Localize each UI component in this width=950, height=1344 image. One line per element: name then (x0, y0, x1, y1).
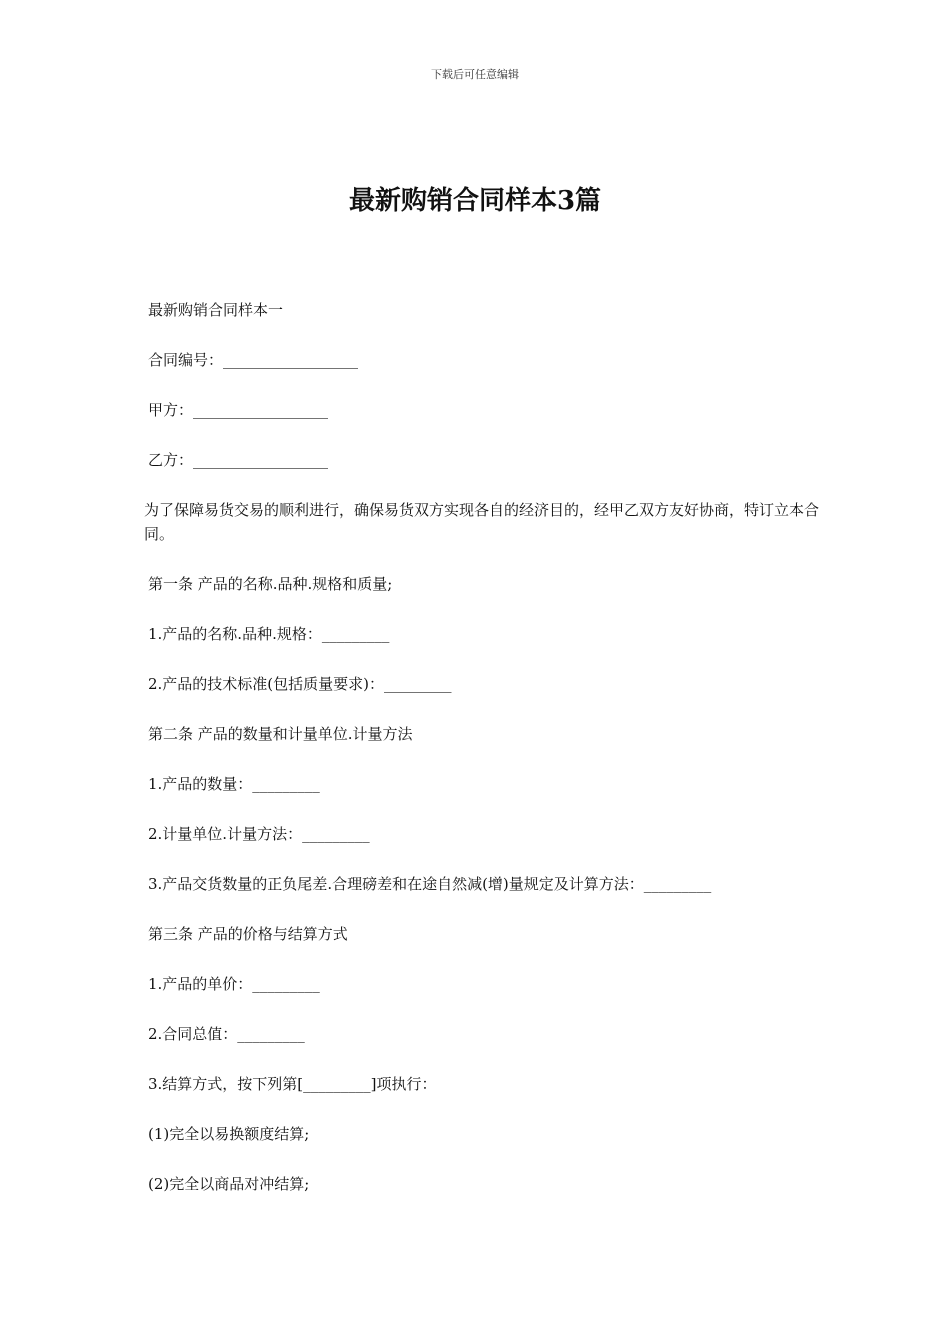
document-title: 最新购销合同样本3篇 (348, 186, 602, 216)
page-header-note: 下载后可任意编辑 (431, 68, 519, 81)
preamble-paragraph: 为了保障易货交易的顺利进行，确保易货双方实现各自的经济目的，经甲乙双方友好协商，特订立本合同。 (144, 501, 820, 543)
settlement-option-2: (2)完全以商品对冲结算; (148, 1175, 310, 1193)
article-2-item-2: 2.计量单位.计量方法：_________ (148, 825, 370, 843)
article-1-item-2: 2.产品的技术标准(包括质量要求)：_________ (148, 675, 452, 693)
article-3-heading: 第三条 产品的价格与结算方式 (148, 925, 348, 943)
document-body (144, 298, 828, 1222)
article-1-heading: 第一条 产品的名称.品种.规格和质量; (148, 575, 393, 593)
article-3-item-1: 1.产品的单价：_________ (148, 975, 320, 993)
party-b-field: 乙方：__________________ (148, 451, 329, 469)
section-heading: 最新购销合同样本一 (148, 301, 284, 319)
contract-number-field: 合同编号：__________________ (148, 351, 359, 369)
party-a-field: 甲方：__________________ (148, 401, 329, 419)
article-1-item-1: 1.产品的名称.品种.规格：_________ (148, 625, 390, 643)
article-2-item-3: 3.产品交货数量的正负尾差.合理磅差和在途自然减(增)量规定及计算方法：_________ (148, 875, 712, 893)
article-3-item-3: 3.结算方式，按下列第[_________]项执行： (148, 1075, 437, 1093)
article-2-item-1: 1.产品的数量：_________ (148, 775, 320, 793)
article-3-item-2: 2.合同总值：_________ (148, 1025, 305, 1043)
settlement-option-1: (1)完全以易换额度结算; (148, 1125, 310, 1143)
article-2-heading: 第二条 产品的数量和计量单位.计量方法 (148, 725, 413, 743)
